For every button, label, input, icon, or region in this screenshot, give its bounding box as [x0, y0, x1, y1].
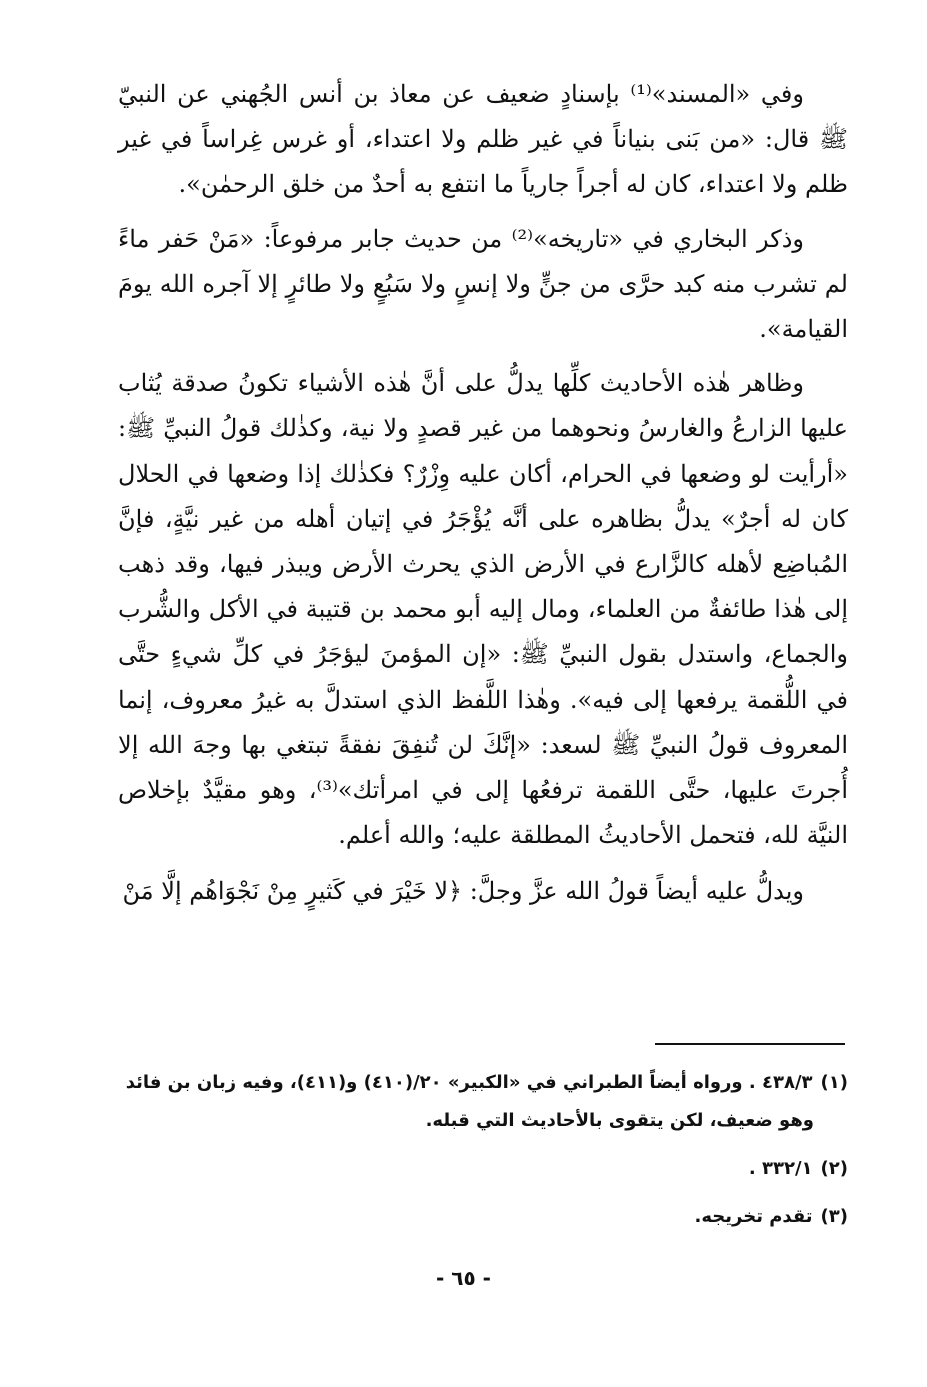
footnote-continuation: وهو ضعيف، لكن يتقوى بالأحاديث التي قبله. [425, 1110, 814, 1131]
paragraph-bukhari-hadith: وذكر البخاري في «تاريخه»⁽²⁾ من حديث جابر مرفوعاً: «مَنْ حَفر ماءً لم تشرب منه كبد حرَّى من جنٍّ ولا إنسٍ ولا سَبُعٍ ولا طائرٍ إلا آجره الله يومَ القيامة». [118, 224, 848, 344]
footnote-text: تقدم تخريجه. [694, 1206, 813, 1227]
page-number: - ٦٥ - [436, 1266, 491, 1290]
footnote-number: (١) [820, 1072, 848, 1093]
footnotes [96, 1064, 848, 1246]
footnote-number: (٢) [820, 1158, 848, 1179]
footnote-divider [655, 1043, 845, 1045]
footnote-1 [96, 1064, 848, 1140]
footnote-2 [96, 1150, 848, 1188]
paragraph-quran-verse: ويدلُّ عليه أيضاً قولُ الله عزَّ وجلَّ: ﴿لا خَيْرَ في كَثيرٍ مِنْ نَجْوَاهُم إلَّا مَنْ [122, 877, 804, 906]
footnote-text: ٤٣٨/٣ . ورواه أيضاً الطبراني في «الكبير» ٢٠/(٤١٠) و(٤١١)، وفيه زبان بن فائد [125, 1072, 813, 1093]
main-text [118, 72, 848, 915]
paragraph-musnad-hadith: وفي «المسند»⁽¹⁾ بإسنادٍ ضعيف عن معاذ بن أنس الجُهني عن النبيّ ﷺ قال: «من بَنى بنياناً في غير ظلم ولا اعتداء، أو غرس غِراساً في غير ظلم ولا اعتداء، كان له أجراً جارياً ما انتفع به أحدٌ من خلق الرحمٰن». [118, 80, 848, 199]
footnote-3 [96, 1198, 848, 1236]
footnote-text: ٣٣٢/١ . [748, 1158, 813, 1179]
paragraph-commentary: وظاهر هٰذه الأحاديث كلِّها يدلُّ على أنَّ هٰذه الأشياء تكونُ صدقة يُثاب عليها الزارعُ والغارسُ ونحوهما من غير قصدٍ ولا نية، وكذٰلك قولُ النبيِّ ﷺ: «أرأيت لو وضعها في الحرام، أكان عليه وِزْرٌ؟ فكذٰلك إذا وضعها في الحلال كان له أجرٌ» يدلُّ بظاهره على أنَّه يُؤْجَرُ في إتيان أهله من غير نيَّةٍ، فإنَّ المُباضِع لأهله كالزَّارع في الأرض الذي يحرث الأرض ويبذر فيها، وقد ذهب إلى هٰذا طائفةٌ من العلماء، ومال إليه أبو محمد بن قتيبة في الأكل والشُّرب والجماع، واستدل بقول النبيِّ ﷺ: «إن المؤمنَ ليؤجَرُ في كلِّ شيءٍ حتَّى في اللُّقمة يرفعها إلى فيه». وهٰذا اللَّفظ الذي استدلَّ به غيرُ معروف، إنما المعروف قولُ النبيِّ ﷺ لسعد: «إنَّكَ لن تُنفِقَ نفقةً تبتغي بها وجهَ الله إلا أُجرتَ عليها، حتَّى اللقمة ترفعُها إلى في امرأتك»⁽³⁾، وهو مقيَّدٌ بإخلاص النيَّة لله، فتحمل الأحاديثُ المطلقة عليه؛ والله أعلم. [118, 369, 848, 850]
footnote-number: (٣) [820, 1206, 848, 1227]
